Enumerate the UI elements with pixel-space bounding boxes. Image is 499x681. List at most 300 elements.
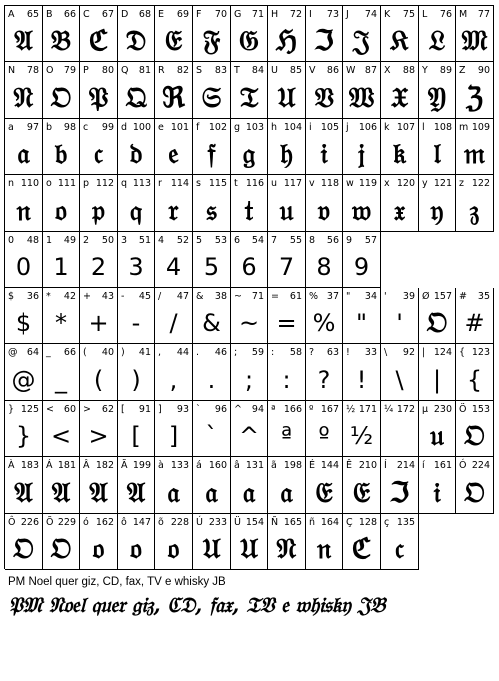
char-cell xyxy=(43,288,80,344)
char-label xyxy=(309,290,339,303)
char-label xyxy=(346,346,377,359)
char-code: 147 xyxy=(132,517,151,528)
char-glyph: ; xyxy=(244,365,254,394)
char-code: 94 xyxy=(251,404,264,415)
char-glyph: 𝔬 xyxy=(92,532,105,565)
char-cell xyxy=(306,6,343,62)
char-code: 60 xyxy=(63,404,76,415)
char-code: 181 xyxy=(57,460,76,471)
char-code: 40 xyxy=(101,347,114,358)
char-label xyxy=(83,8,114,21)
char-key: n xyxy=(8,178,15,189)
char-cell xyxy=(118,401,155,457)
char-glyph: } xyxy=(15,422,32,450)
char-glyph: 𝔄 xyxy=(51,475,71,509)
char-cell xyxy=(118,232,155,288)
char-label xyxy=(83,234,114,247)
char-glyph: 2 xyxy=(90,253,107,281)
char-code: 182 xyxy=(95,460,114,471)
char-code: 122 xyxy=(471,178,490,189)
char-key: o xyxy=(46,178,52,189)
char-key: Ö xyxy=(459,404,467,415)
char-code: 43 xyxy=(101,291,114,302)
char-cell xyxy=(306,232,343,288)
char-key: Á xyxy=(46,460,53,471)
char-cell xyxy=(155,457,193,514)
char-label xyxy=(384,64,415,77)
char-code: 55 xyxy=(289,235,302,246)
char-glyph: 𝔭 xyxy=(92,193,105,227)
char-glyph: 𝔞 xyxy=(280,475,293,509)
char-label xyxy=(234,516,264,529)
char-glyph: ½ xyxy=(349,422,374,450)
char-glyph: # xyxy=(464,309,485,337)
char-cell xyxy=(43,514,80,570)
char-key: Ñ xyxy=(271,517,279,528)
char-code: 112 xyxy=(95,178,114,189)
char-label xyxy=(158,8,189,21)
char-code: 83 xyxy=(214,65,227,76)
char-key: M xyxy=(459,9,468,20)
char-code: 70 xyxy=(214,9,227,20)
char-cell xyxy=(5,232,43,288)
char-glyph: 𝔬 xyxy=(130,532,142,565)
char-glyph: ] xyxy=(168,422,179,450)
char-code: 39 xyxy=(402,291,415,302)
char-label xyxy=(271,8,302,21)
char-cell xyxy=(231,119,268,175)
char-glyph: 𝔚 xyxy=(348,80,375,114)
char-label xyxy=(346,290,377,303)
char-label xyxy=(384,459,415,472)
char-code: 226 xyxy=(20,517,39,528)
char-cell xyxy=(80,62,118,119)
char-code: 75 xyxy=(402,9,415,20)
char-glyph: 𝔞 xyxy=(205,475,218,509)
char-glyph: ^ xyxy=(238,422,260,450)
char-glyph: 𝔠 xyxy=(395,532,404,565)
char-cell xyxy=(231,6,268,62)
char-code: 224 xyxy=(471,460,490,471)
char-label xyxy=(83,177,114,190)
char-key: à xyxy=(158,460,164,471)
char-code: 118 xyxy=(320,178,339,189)
char-cell xyxy=(343,344,381,401)
char-label xyxy=(271,290,302,303)
char-key: ] xyxy=(158,404,162,415)
char-cell xyxy=(419,457,456,514)
char-cell xyxy=(5,514,43,570)
char-cell xyxy=(456,288,494,344)
char-cell xyxy=(268,514,306,570)
char-glyph: ) xyxy=(131,365,141,394)
char-glyph: 𝔣 xyxy=(207,137,216,170)
char-code: 100 xyxy=(132,122,151,133)
char-glyph: @ xyxy=(11,365,36,394)
char-code: 120 xyxy=(396,178,415,189)
char-key: q xyxy=(121,178,128,189)
char-glyph: 0 xyxy=(15,253,32,281)
char-label xyxy=(83,459,114,472)
char-cell xyxy=(456,62,494,119)
char-key: | xyxy=(422,347,426,358)
char-glyph: 𝔴 xyxy=(351,193,372,227)
char-label xyxy=(46,516,76,529)
char-code: 160 xyxy=(208,460,227,471)
char-label xyxy=(234,403,264,416)
char-code: 105 xyxy=(320,122,339,133)
char-glyph: 𝔙 xyxy=(314,80,334,114)
char-cell xyxy=(419,175,456,232)
char-cell xyxy=(381,344,419,401)
char-cell xyxy=(343,457,381,514)
char-cell xyxy=(43,232,80,288)
char-cell xyxy=(381,175,419,232)
char-cell xyxy=(118,6,155,62)
char-glyph xyxy=(381,418,418,454)
char-cell xyxy=(155,62,193,119)
char-glyph: . xyxy=(207,365,216,394)
char-code: 33 xyxy=(364,347,377,358)
char-code: 46 xyxy=(214,347,227,358)
char-code: 84 xyxy=(251,65,264,76)
char-glyph: _ xyxy=(55,365,67,394)
character-map-grid xyxy=(4,5,494,569)
char-cell xyxy=(80,119,118,175)
char-label xyxy=(422,8,452,21)
char-key: Í xyxy=(384,460,387,471)
char-code: 50 xyxy=(101,235,114,246)
char-label xyxy=(46,290,76,303)
char-cell xyxy=(343,175,381,232)
char-key: h xyxy=(271,122,278,133)
char-key: d xyxy=(121,122,128,133)
char-key: ` xyxy=(196,404,201,415)
char-key: < xyxy=(46,404,54,415)
char-label xyxy=(8,346,39,359)
char-key: ¼ xyxy=(384,404,394,415)
char-glyph: 𝔘 xyxy=(277,80,296,114)
char-glyph: 𝔲 xyxy=(279,193,294,227)
char-key: = xyxy=(271,291,279,302)
char-label xyxy=(459,290,490,303)
char-glyph: ª xyxy=(280,422,293,450)
char-cell xyxy=(306,175,343,232)
char-code: 108 xyxy=(433,122,452,133)
char-glyph: ~ xyxy=(238,309,260,337)
char-cell xyxy=(268,6,306,62)
char-code: 68 xyxy=(138,9,151,20)
char-key: ' xyxy=(384,291,387,302)
char-code: 121 xyxy=(433,178,452,189)
char-cell xyxy=(5,288,43,344)
char-key: z xyxy=(459,178,464,189)
char-code: 214 xyxy=(396,460,415,471)
char-code: 101 xyxy=(170,122,189,133)
char-code: 133 xyxy=(170,460,189,471)
char-cell xyxy=(343,62,381,119)
char-label xyxy=(384,121,415,134)
char-key: C xyxy=(83,9,90,20)
char-glyph: ℑ xyxy=(314,24,334,57)
char-cell xyxy=(43,175,80,232)
char-code: 89 xyxy=(439,65,452,76)
char-key: 4 xyxy=(158,235,165,246)
char-cell xyxy=(306,457,343,514)
char-cell xyxy=(268,401,306,457)
char-label xyxy=(46,8,76,21)
char-code: 164 xyxy=(320,517,339,528)
char-key: U xyxy=(271,65,278,76)
char-cell xyxy=(456,401,494,457)
char-code: 99 xyxy=(101,122,114,133)
char-key: [ xyxy=(121,404,125,415)
char-label xyxy=(309,8,339,21)
char-cell xyxy=(193,401,231,457)
char-glyph: 𝔎 xyxy=(390,24,409,57)
char-key: b xyxy=(46,122,53,133)
char-code: 110 xyxy=(20,178,39,189)
char-cell xyxy=(456,6,494,62)
char-label xyxy=(121,64,151,77)
char-key: j xyxy=(346,122,349,133)
char-cell xyxy=(155,288,193,344)
char-label xyxy=(83,346,114,359)
char-key: * xyxy=(46,291,51,302)
char-label xyxy=(384,346,415,359)
char-cell xyxy=(231,457,268,514)
char-cell xyxy=(381,119,419,175)
char-cell xyxy=(456,175,494,232)
char-code: 61 xyxy=(289,291,302,302)
char-label xyxy=(196,346,227,359)
char-glyph: 𝔑 xyxy=(276,532,297,565)
char-cell xyxy=(155,232,193,288)
char-glyph: 𝔛 xyxy=(390,80,409,114)
char-label xyxy=(384,177,415,190)
char-key: f xyxy=(196,122,200,133)
char-key: X xyxy=(384,65,391,76)
char-glyph: { xyxy=(466,365,483,394)
char-code: 113 xyxy=(132,178,151,189)
char-label xyxy=(8,403,39,416)
char-code: 199 xyxy=(132,460,151,471)
char-cell xyxy=(419,62,456,119)
char-code: 154 xyxy=(245,517,264,528)
char-code: 72 xyxy=(289,9,302,20)
char-cell xyxy=(5,401,43,457)
char-label xyxy=(459,459,490,472)
char-glyph: 9 xyxy=(353,253,370,281)
char-glyph: 𝔒 xyxy=(50,80,72,114)
char-cell xyxy=(193,344,231,401)
char-glyph: 𝔏 xyxy=(428,24,446,57)
char-code: 230 xyxy=(433,404,452,415)
char-label xyxy=(196,516,227,529)
empty-cell xyxy=(419,514,456,570)
char-glyph: 𝔘 xyxy=(239,532,258,565)
char-label xyxy=(422,403,452,416)
char-code: 42 xyxy=(63,291,76,302)
char-label xyxy=(346,516,377,529)
char-key: { xyxy=(459,347,466,358)
char-label xyxy=(46,403,76,416)
char-label xyxy=(346,64,377,77)
char-label xyxy=(384,8,415,21)
char-glyph: 𝔶 xyxy=(430,193,444,227)
char-cell xyxy=(343,514,381,570)
char-cell xyxy=(5,6,43,62)
char-glyph: 𝔒 xyxy=(464,419,485,452)
char-code: 102 xyxy=(208,122,227,133)
char-cell xyxy=(5,62,43,119)
char-code: 74 xyxy=(364,9,377,20)
char-label xyxy=(46,64,76,77)
char-key: Z xyxy=(459,65,466,76)
char-glyph: 𝔬 xyxy=(55,193,67,227)
char-cell xyxy=(419,401,456,457)
char-glyph: 𝔉 xyxy=(202,24,221,57)
char-label xyxy=(121,8,151,21)
char-label xyxy=(346,234,377,247)
char-key: 2 xyxy=(83,235,90,246)
char-code: 183 xyxy=(20,460,39,471)
char-label xyxy=(158,64,189,77)
char-key: E xyxy=(158,9,165,20)
char-label xyxy=(459,177,490,190)
char-key: u xyxy=(271,178,278,189)
char-label xyxy=(83,121,114,134)
char-key: Ú xyxy=(196,517,203,528)
char-key: a xyxy=(8,122,14,133)
char-code: 78 xyxy=(26,65,39,76)
char-label xyxy=(459,121,490,134)
char-code: 114 xyxy=(170,178,189,189)
char-cell xyxy=(118,119,155,175)
char-glyph: 𝔲 xyxy=(430,419,444,452)
char-key: ª xyxy=(271,404,276,415)
char-label xyxy=(346,121,377,134)
char-glyph: ℭ xyxy=(351,532,372,565)
char-cell xyxy=(343,6,381,62)
char-label xyxy=(346,459,377,472)
char-cell xyxy=(5,457,43,514)
char-label xyxy=(271,121,302,134)
char-glyph: ℜ xyxy=(162,80,185,114)
char-label xyxy=(196,177,227,190)
char-glyph: 𝔰 xyxy=(206,193,217,227)
char-key: Ø xyxy=(422,291,430,302)
char-label xyxy=(459,8,490,21)
char-cell xyxy=(80,6,118,62)
char-glyph: ` xyxy=(205,422,218,450)
char-glyph: , xyxy=(169,365,178,394)
char-cell xyxy=(155,344,193,401)
char-glyph: ( xyxy=(93,365,104,394)
char-cell xyxy=(118,288,155,344)
char-cell xyxy=(306,288,343,344)
char-code: 128 xyxy=(358,517,377,528)
char-code: 123 xyxy=(471,347,490,358)
char-glyph: 𝔮 xyxy=(129,193,143,227)
char-key: 7 xyxy=(271,235,278,246)
char-cell xyxy=(43,6,80,62)
char-label xyxy=(8,459,39,472)
char-key: e xyxy=(158,122,164,133)
char-key: . xyxy=(196,347,200,358)
char-key: ? xyxy=(309,347,315,358)
char-label xyxy=(309,64,339,77)
char-key: P xyxy=(83,65,89,76)
char-key: g xyxy=(234,122,241,133)
char-cell xyxy=(5,175,43,232)
char-key: 6 xyxy=(234,235,241,246)
char-cell xyxy=(155,6,193,62)
char-code: 80 xyxy=(101,65,114,76)
char-key: õ xyxy=(158,517,164,528)
char-code: 66 xyxy=(63,9,76,20)
char-label xyxy=(422,459,452,472)
char-label xyxy=(8,290,39,303)
char-key: T xyxy=(234,65,240,76)
char-label xyxy=(384,290,415,303)
char-code: 111 xyxy=(57,178,76,189)
char-glyph: 𝔤 xyxy=(242,137,256,170)
char-key: L xyxy=(422,9,428,20)
char-label xyxy=(459,64,490,77)
char-code: 53 xyxy=(214,235,227,246)
char-code: 116 xyxy=(245,178,264,189)
char-code: 36 xyxy=(26,291,39,302)
char-cell xyxy=(381,514,419,570)
char-code: 86 xyxy=(326,65,339,76)
char-code: 131 xyxy=(245,460,264,471)
char-key: Ô xyxy=(8,517,16,528)
char-code: 115 xyxy=(208,178,227,189)
char-glyph: : xyxy=(282,365,291,394)
char-cell xyxy=(268,119,306,175)
char-code: 59 xyxy=(251,347,264,358)
char-code: 171 xyxy=(358,404,377,415)
char-key: w xyxy=(346,178,354,189)
empty-cell xyxy=(456,232,494,288)
char-code: 79 xyxy=(63,65,76,76)
char-glyph: 𝔔 xyxy=(125,80,147,114)
char-key: V xyxy=(309,65,316,76)
char-glyph: 𝔬 xyxy=(167,532,180,565)
char-cell xyxy=(118,514,155,570)
char-code: 210 xyxy=(358,460,377,471)
char-cell xyxy=(381,401,419,457)
char-key: t xyxy=(234,178,238,189)
char-code: 96 xyxy=(214,404,227,415)
char-code: 85 xyxy=(289,65,302,76)
char-code: 64 xyxy=(26,347,39,358)
char-key: 9 xyxy=(346,235,353,246)
char-label xyxy=(121,121,151,134)
char-label xyxy=(422,177,452,190)
char-glyph: 𝔩 xyxy=(433,137,441,170)
char-key: c xyxy=(83,122,89,133)
char-key: Ü xyxy=(234,517,241,528)
char-cell xyxy=(231,175,268,232)
char-glyph: 6 xyxy=(241,253,257,281)
char-cell xyxy=(43,344,80,401)
char-glyph: 𝔟 xyxy=(54,137,68,170)
char-glyph: 𝔄 xyxy=(126,475,146,509)
sample-text-plain: PM Noel quer giz, CD, fax, TV e whisky JB xyxy=(8,576,226,588)
char-glyph: 𝔡 xyxy=(129,137,143,170)
